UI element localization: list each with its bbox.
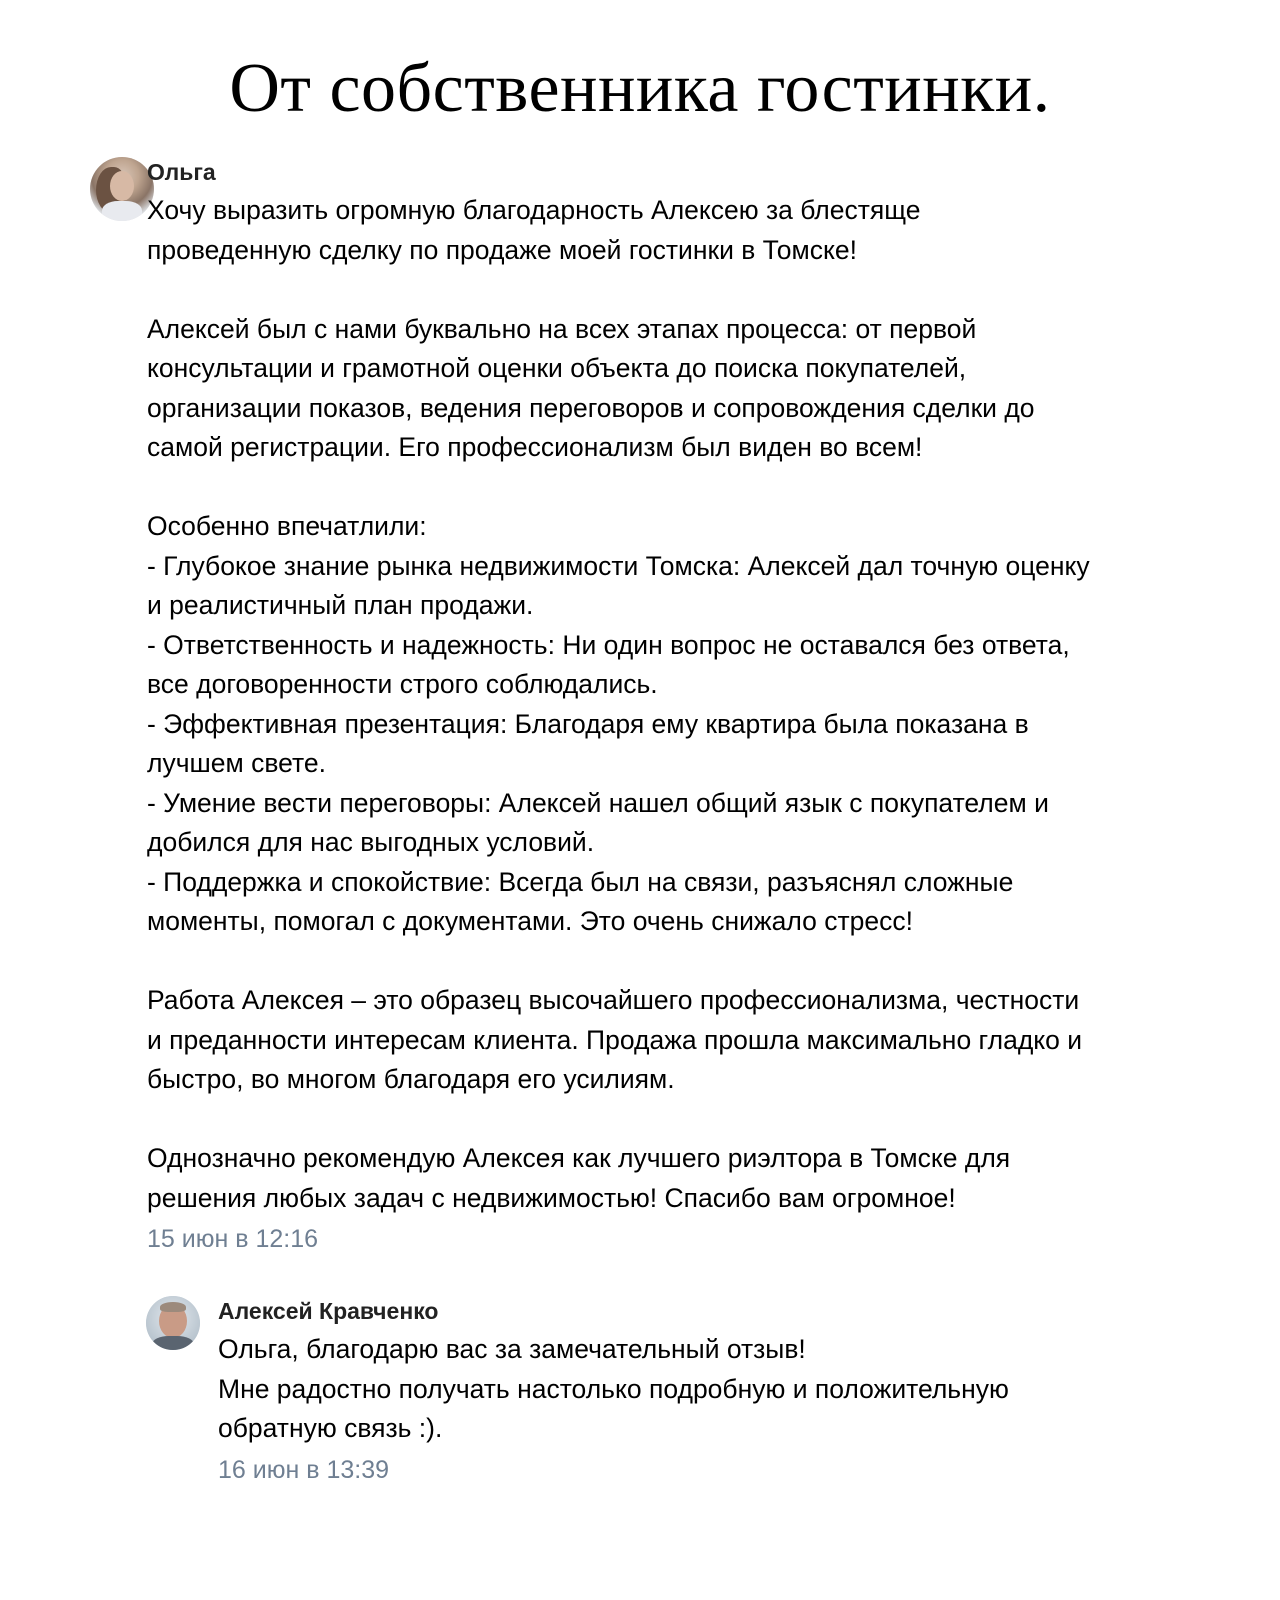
comment-text: Ольга, благодарю вас за замечательный отзыв! Мне радостно получать настолько подробную и положительную обратную связь :).: [218, 1334, 1009, 1443]
comment-date[interactable]: 16 июн в 13:39: [218, 1455, 390, 1484]
comment-body: [147, 157, 1257, 1256]
avatar-shirt: [102, 201, 142, 221]
comment-author[interactable]: Ольга: [147, 159, 216, 185]
avatar-shirt: [152, 1336, 194, 1350]
page-title: От собственника гостинки.: [229, 50, 1051, 127]
comment-text: Хочу выразить огромную благодарность Алексею за блестяще проведенную сделку по продаже моей гостинки в Томске! Алексей был с нами буквально на всех этапах процесса: от первой консультации и грамотной оценки объекта до поиска покупателей, организации показов, ведения переговоров и сопровождения сделки до самой регистрации. Его профессионализм был виден во всем! Особенно впечатлили: - Глубокое знание рынка недвижимости Томска: Алексей дал точную оценку и реалистичный план продажи. - Ответственность и надежность: Ни один вопрос не оставался без ответа, все договоренности строго соблюдались. - Эффективная презентация: Благодаря ему квартира была показана в лучшем свете. - Умение вести переговоры: Алексей нашел общий язык с покупателем и добился для нас выгодных условий. - Поддержка и спокойствие: Всегда был на связи, разъяснял сложные моменты, помогал с документами. Это очень снижало стресс! Работа Алексея – это образец высочайшего профессионализма, честности и преданности интересам клиента. Продажа прошла максимально гладко и быстро, во многом благодаря его усилиям. Однозначно рекомендую Алексея как лучшего риэлтора в Томске для решения любых задач с недвижимостью! Спасибо вам огромное!: [147, 195, 1090, 1213]
avatar-face: [110, 171, 134, 201]
avatar[interactable]: [90, 157, 154, 221]
comment-date[interactable]: 15 июн в 12:16: [147, 1225, 319, 1253]
avatar-hair: [160, 1302, 186, 1312]
avatar[interactable]: [146, 1296, 200, 1350]
comment-body: [218, 1296, 1218, 1487]
comment-author[interactable]: Алексей Кравченко: [218, 1298, 439, 1324]
